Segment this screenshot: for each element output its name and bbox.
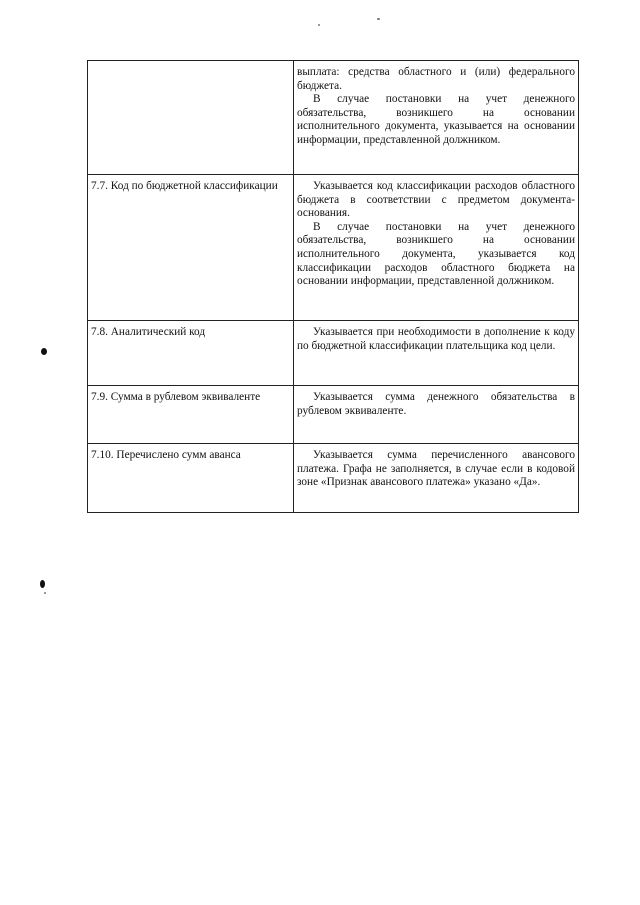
table-row xyxy=(88,386,579,444)
description-paragraph: В случае постановки на учет денежного обязательства, возникшего на основании исполнительного документа, указывается код классификации расходов областного бюджета на основании информации, представленной должником. xyxy=(297,220,575,288)
table-cell-label xyxy=(88,386,294,444)
scan-speck xyxy=(318,24,320,26)
row-label: 7.7. Код по бюджетной классификации xyxy=(91,180,278,192)
description-paragraph: выплата: средства областного и (или) федерального бюджета. xyxy=(297,66,575,92)
scan-speck xyxy=(41,348,47,355)
table-cell-description xyxy=(294,175,579,321)
row-label: 7.8. Аналитический код xyxy=(91,326,206,338)
description-paragraph: Указывается сумма денежного обязательства в рублевом эквиваленте. xyxy=(297,391,575,417)
table-cell-description xyxy=(294,444,579,513)
table-cell-label xyxy=(88,321,294,386)
table-cell-label xyxy=(88,61,294,175)
row-label: 7.9. Сумма в рублевом эквиваленте xyxy=(91,391,261,403)
table-cell-label xyxy=(88,175,294,321)
requirements-table xyxy=(87,60,579,513)
description-paragraph: В случае постановки на учет денежного обязательства, возникшего на основании исполнительного документа, указывается на основании информации, представленной должником. xyxy=(297,93,575,146)
scan-speck xyxy=(377,18,380,20)
description-paragraph: Указывается сумма перечисленного авансового платежа. Графа не заполняется, в случае если в кодовой зоне «Признак авансового платежа» указано «Да». xyxy=(297,449,575,489)
table-row xyxy=(88,61,579,175)
table-cell-description xyxy=(294,386,579,444)
table-row xyxy=(88,175,579,321)
description-paragraph: Указывается при необходимости в дополнение к коду по бюджетной классификации плательщика код цели. xyxy=(297,326,575,352)
table-row xyxy=(88,444,579,513)
row-label: 7.10. Перечислено сумм аванса xyxy=(91,449,241,461)
table-row xyxy=(88,321,579,386)
table-cell-description xyxy=(294,61,579,175)
table-cell-description xyxy=(294,321,579,386)
scan-speck xyxy=(40,580,45,588)
table-cell-label xyxy=(88,444,294,513)
scan-speck xyxy=(44,592,46,594)
description-paragraph: Указывается код классификации расходов областного бюджета в соответствии с предметом документа-основания. xyxy=(297,180,575,220)
